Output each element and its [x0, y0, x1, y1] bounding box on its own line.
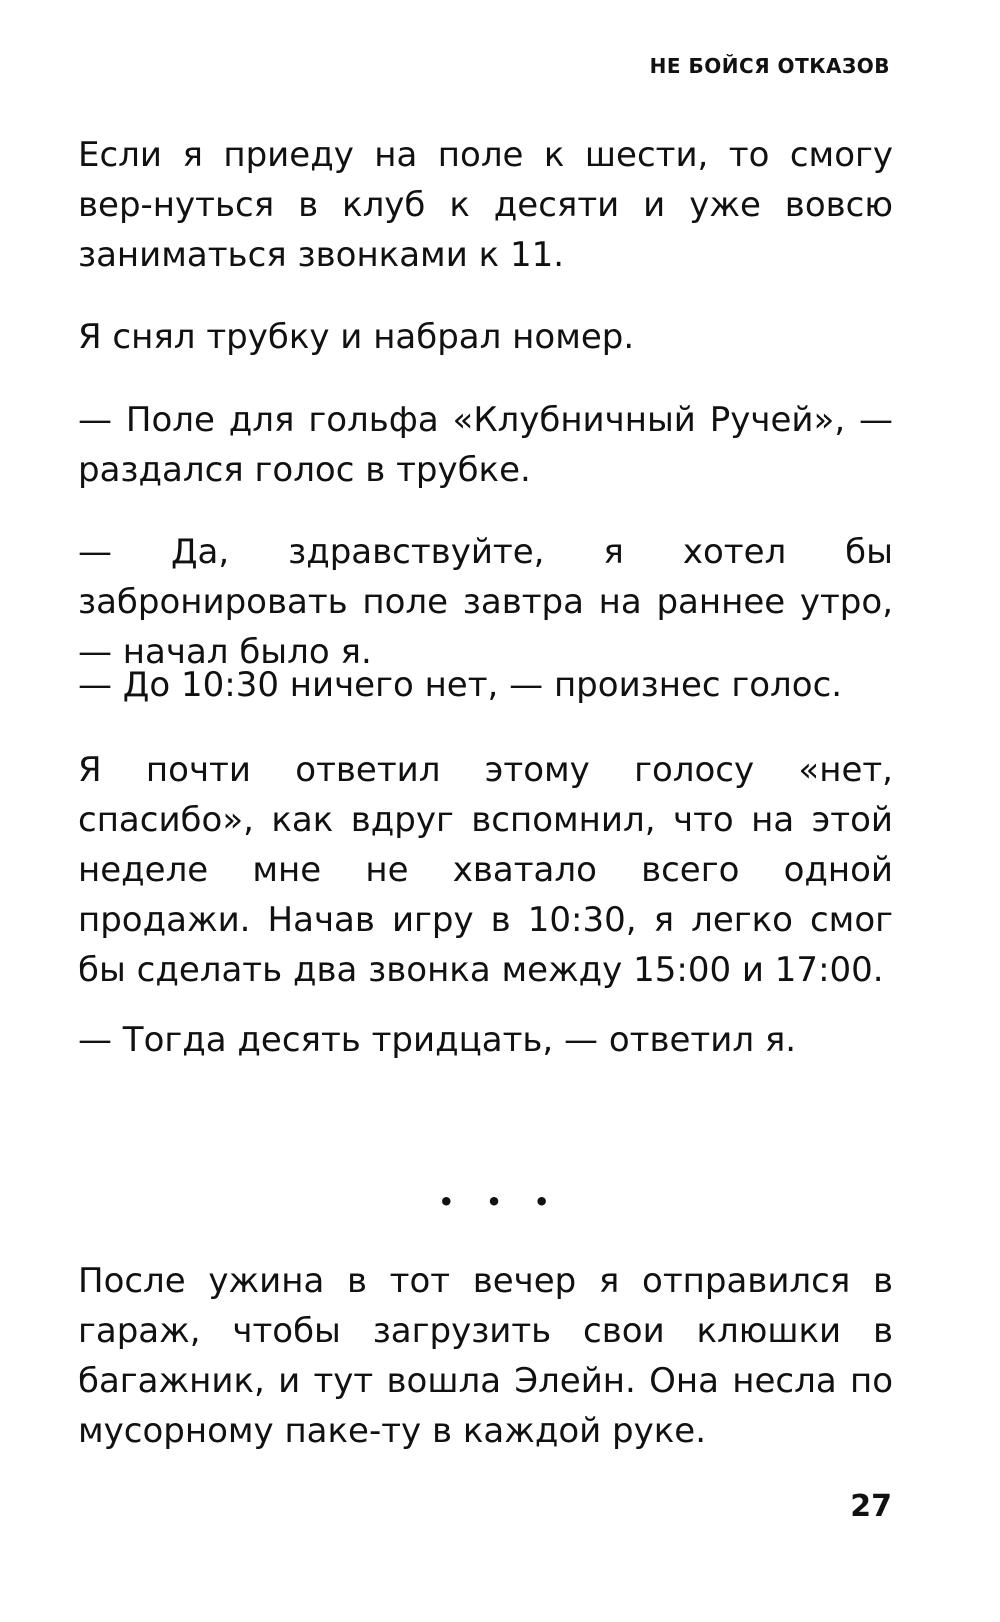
paragraph: Если я приеду на поле к шести, то смогу вер-нуться в клуб к десяти и уже вовсю заниматься звонками к 11. [78, 135, 893, 275]
page-number: 27 [850, 1489, 892, 1524]
section-separator: • • • [438, 1188, 562, 1216]
paragraph: После ужина в тот вечер я отправился в гараж, чтобы загрузить свои клюшки в багажник, и тут вошла Элейн. Она несла по мусорному паке-ту в каждой руке. [78, 1261, 893, 1451]
paragraph: — Тогда десять тридцать, — ответил я. [78, 1020, 797, 1060]
running-header: НЕ БОЙСЯ ОТКАЗОВ [649, 54, 890, 78]
paragraph: Я снял трубку и набрал номер. [78, 317, 635, 357]
paragraph: — Да, здравствуйте, я хотел бы забронировать поле завтра на раннее утро, — начал было я. [78, 532, 893, 672]
paragraph: — До 10:30 ничего нет, — произнес голос. [78, 665, 843, 705]
paragraph: Я почти ответил этому голосу «нет, спасибо», как вдруг вспомнил, что на этой неделе мне не хватало всего одной продажи. Начав игру в 10:30, я легко смог бы сделать два звонка между 15:00 и 17:00. [78, 750, 893, 990]
paragraph: — Поле для гольфа «Клубничный Ручей», — раздался голос в трубке. [78, 400, 893, 490]
